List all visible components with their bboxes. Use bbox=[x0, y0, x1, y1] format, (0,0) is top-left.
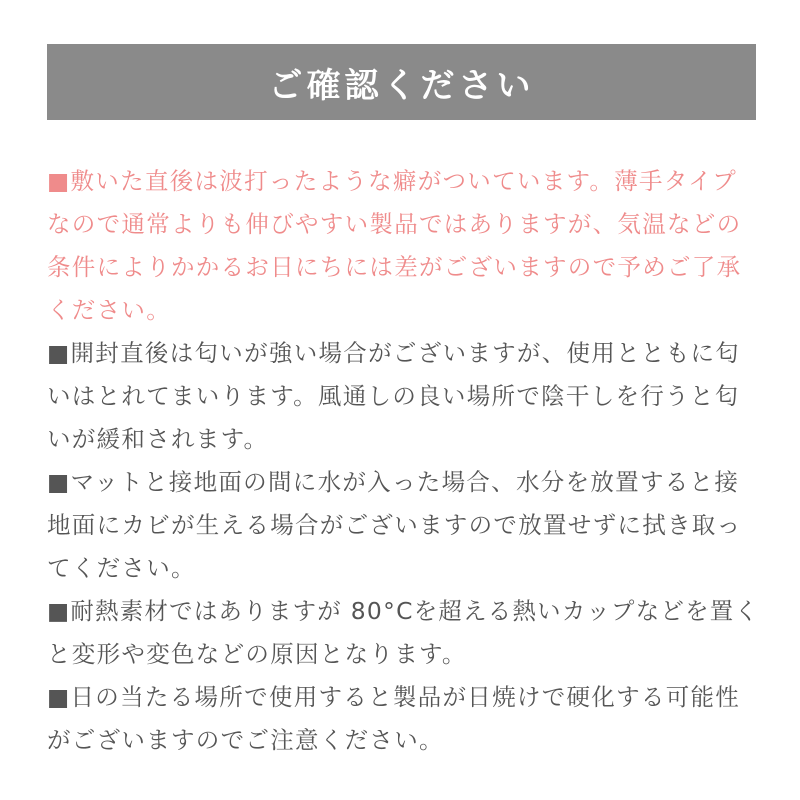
note-line: てください。 bbox=[47, 554, 196, 582]
note-heat bbox=[47, 590, 759, 676]
note-line: なので通常よりも伸びやすい製品ではありますが、気温などの bbox=[47, 210, 742, 238]
note-line: ■敷いた直後は波打ったような癖がついています。薄手タイプ bbox=[47, 167, 738, 195]
note-line: 条件によりかかるお日にちには差がございますので予めご了承 bbox=[47, 253, 742, 281]
note-line: ■日の当たる場所で使用すると製品が日焼けで硬化する可能性 bbox=[47, 683, 741, 711]
note-line: ■マットと接地面の間に水が入った場合、水分を放置すると接 bbox=[47, 468, 740, 496]
note-line: ください。 bbox=[47, 296, 171, 324]
note-wrinkle bbox=[47, 160, 759, 332]
note-line: ■耐熱素材ではありますが 80°Cを超える熱いカップなどを置く bbox=[47, 597, 760, 625]
note-line: いが緩和されます。 bbox=[47, 425, 269, 453]
note-odor bbox=[47, 332, 759, 461]
note-line: ■開封直後は匂いが強い場合がございますが、使用とともに匂 bbox=[47, 339, 741, 367]
header-bar bbox=[47, 44, 756, 120]
note-water bbox=[47, 461, 759, 590]
note-line: と変形や変色などの原因となります。 bbox=[47, 640, 467, 668]
notes-list bbox=[47, 160, 759, 762]
note-sunlight bbox=[47, 676, 759, 762]
note-line: がございますのでご注意ください。 bbox=[47, 726, 444, 754]
page-title: ご確認ください bbox=[268, 65, 535, 106]
note-line: いはとれてまいります。風通しの良い場所で陰干しを行うと匂 bbox=[47, 382, 740, 410]
note-line: 地面にカビが生える場合がございますので放置せずに拭き取っ bbox=[47, 511, 742, 539]
